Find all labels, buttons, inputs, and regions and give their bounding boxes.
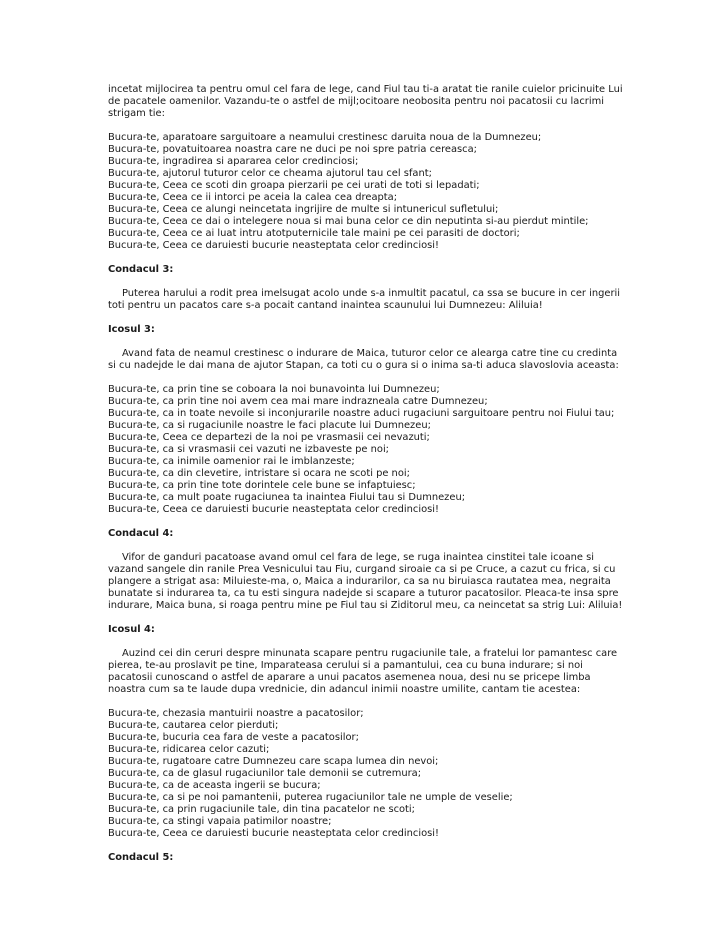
intro-paragraph: incetat mijlocirea ta pentru omul cel fara de lege, cand Fiul tau ti-a aratat tie ranile cuielor pricinuite Lui de pacatele oamenilor. Vazandu-te o astfel de mijl;ocitoare neobosita pentru noi pacatosii cu lacrimi strigam tie: xyxy=(108,84,623,119)
bucura-line: Bucura-te, Ceea ce daruiesti bucurie neasteptata celor credinciosi! xyxy=(108,240,439,251)
condac-4-heading: Condacul 4: xyxy=(108,528,174,539)
bucura-line: Bucura-te, rugatoare catre Dumnezeu care scapa lumea din nevoi; xyxy=(108,756,439,767)
bucura-line: Bucura-te, ca inimile oamenior rai le imblanzeste; xyxy=(108,456,355,467)
bucura-line: Bucura-te, ca prin tine noi avem cea mai mare indrazneala catre Dumnezeu; xyxy=(108,396,488,407)
icos-3-heading: Icosul 3: xyxy=(108,324,155,335)
bucura-line: Bucura-te, aparatoare sarguitoare a neamului crestinesc daruita noua de la Dumnezeu; xyxy=(108,132,542,143)
bucura-line: Bucura-te, ca prin tine tote dorintele cele bune se infaptuiesc; xyxy=(108,480,416,491)
bucura-list-2 xyxy=(108,384,623,516)
bucura-list-3 xyxy=(108,708,623,840)
bucura-line: Bucura-te, ca mult poate rugaciunea ta inaintea Fiului tau si Dumnezeu; xyxy=(108,492,466,503)
bucura-line: Bucura-te, bucuria cea fara de veste a pacatosilor; xyxy=(108,732,359,743)
condac-3-text: Puterea harului a rodit prea imelsugat acolo unde s-a inmultit pacatul, ca ssa se bucure in cer ingerii toti pentru un pacatos care s-a pocait cantand inaintea scaunului lui Dumnezeu: Aliluia! xyxy=(108,288,621,311)
bucura-line: Bucura-te, Ceea ce ai luat intru atotputernicile tale maini pe cei parasiti de doctori; xyxy=(108,228,520,239)
bucura-line: Bucura-te, ca si rugaciunile noastre le faci placute lui Dumnezeu; xyxy=(108,420,431,431)
condac-3-heading: Condacul 3: xyxy=(108,264,174,275)
bucura-line: Bucura-te, ca si vrasmasii cei vazuti ne izbaveste pe noi; xyxy=(108,444,390,455)
bucura-line: Bucura-te, ca de aceasta ingerii se bucura; xyxy=(108,780,321,791)
bucura-line: Bucura-te, ca stingi vapaia patimilor noastre; xyxy=(108,816,332,827)
bucura-line: Bucura-te, ingradirea si apararea celor credinciosi; xyxy=(108,156,359,167)
bucura-line: Bucura-te, Ceea ce daruiesti bucurie neasteptata celor credinciosi! xyxy=(108,504,439,515)
bucura-line: Bucura-te, Ceea ce daruiesti bucurie neasteptata celor credinciosi! xyxy=(108,828,439,839)
document-page xyxy=(108,84,623,876)
bucura-line: Bucura-te, povatuitoarea noastra care ne duci pe noi spre patria cereasca; xyxy=(108,144,477,155)
bucura-line: Bucura-te, ca si pe noi pamantenii, puterea rugaciunilor tale ne umple de veselie; xyxy=(108,792,513,803)
condac-5-heading: Condacul 5: xyxy=(108,852,174,863)
bucura-line: Bucura-te, ridicarea celor cazuti; xyxy=(108,744,270,755)
bucura-line: Bucura-te, Ceea ce dai o intelegere noua si mai buna celor ce din neputinta si-au pierdut mintile; xyxy=(108,216,589,227)
bucura-line: Bucura-te, ca din clevetire, intristare si ocara ne scoti pe noi; xyxy=(108,468,410,479)
bucura-line: Bucura-te, Ceea ce alungi neincetata ingrijire de multe si intunericul sufletului; xyxy=(108,204,499,215)
icos-3-text: Avand fata de neamul crestinesc o indurare de Maica, tuturor celor ce alearga catre tine cu credinta si cu nadejde le dai mana de ajutor Stapan, ca toti cu o gura si o inima sa-ti aduca slavoslovia aceasta: xyxy=(108,348,619,371)
bucura-line: Bucura-te, Ceea ce departezi de la noi pe vrasmasii cei nevazuti; xyxy=(108,432,430,443)
bucura-line: Bucura-te, ca prin tine se coboara la noi bunavointa lui Dumnezeu; xyxy=(108,384,440,395)
bucura-line: Bucura-te, ca prin rugaciunile tale, din tina pacatelor ne scoti; xyxy=(108,804,415,815)
condac-4-text: Vifor de ganduri pacatoase avand omul cel fara de lege, se ruga inaintea cinstitei tale icoane si vazand sangele din ranile Prea Vesnicului tau Fiu, curgand siroaie ca si pe Cruce, a cazut cu frica, si cu plangere a strigat asa: Miluieste-ma, o, Maica a indurarilor, ca sa nu biruiasca rautatea mea, negraita bunatate si indurarea ta, ca tu esti singura nadejde si scapare a tuturor pacatosilor. Pleaca-te insa spre indurare, Maica buna, si roaga pentru mine pe Fiul tau si Ziditorul meu, ca neincetat sa strig Lui: Aliluia! xyxy=(108,552,623,611)
icos-4-heading: Icosul 4: xyxy=(108,624,155,635)
icos-4-text: Auzind cei din ceruri despre minunata scapare pentru rugaciunile tale, a fratelui lor pamantesc care pierea, te-au proslavit pe tine, Imparateasa cerului si a pamantului, cea cu buna indurare; si noi pacatosii cunoscand o astfel de aparare a unui pacatos asemenea noua, desi nu se pricepe limba noastra cum sa te laude dupa vrednicie, din adancul inimii noastre umilite, cantam tie acestea: xyxy=(108,648,618,695)
bucura-list-1 xyxy=(108,132,623,252)
bucura-line: Bucura-te, Ceea ce ii intorci pe aceia la calea cea dreapta; xyxy=(108,192,398,203)
bucura-line: Bucura-te, chezasia mantuirii noastre a pacatosilor; xyxy=(108,708,364,719)
bucura-line: Bucura-te, cautarea celor pierduti; xyxy=(108,720,279,731)
bucura-line: Bucura-te, Ceea ce scoti din groapa pierzarii pe cei urati de toti si lepadati; xyxy=(108,180,480,191)
bucura-line: Bucura-te, ca de glasul rugaciunilor tale demonii se cutremura; xyxy=(108,768,422,779)
bucura-line: Bucura-te, ca in toate nevoile si inconjurarile noastre aduci rugaciuni sarguitoare pentru noi Fiului tau; xyxy=(108,408,615,419)
bucura-line: Bucura-te, ajutorul tuturor celor ce cheama ajutorul tau cel sfant; xyxy=(108,168,432,179)
